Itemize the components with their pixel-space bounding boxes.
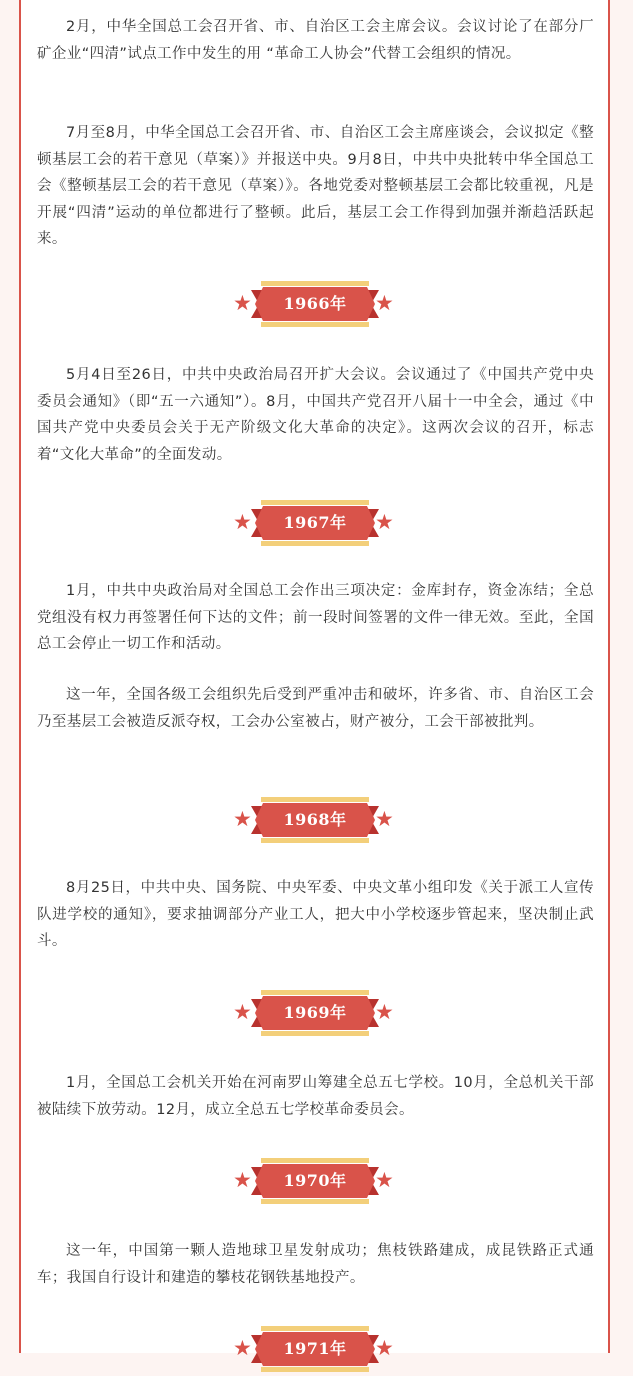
paragraph: 5月4日至26日，中共中央政治局召开扩大会议。会议通过了《中国共产党中央委员会通知》（即“五一六通知”）。8月，中国共产党召开八届十一中全会，通过《中国共产党中央委员会关于无产阶级文化大革命的决定》。这两次会议的召开，标志着“文化大革命”的全面发动。 xyxy=(37,367,594,463)
year-label: 1969年 xyxy=(283,1003,347,1022)
year-label: 1970年 xyxy=(283,1171,347,1190)
year-label: 1968年 xyxy=(283,810,347,829)
year-label: 1967年 xyxy=(283,513,347,532)
star-icon: ★ xyxy=(375,291,394,315)
star-icon: ★ xyxy=(375,1000,394,1024)
star-icon: ★ xyxy=(375,807,394,831)
star-icon: ★ xyxy=(233,1336,252,1360)
year-badge xyxy=(21,279,608,331)
star-icon: ★ xyxy=(233,1168,252,1192)
paragraph: 7月至8月，中华全国总工会召开省、市、自治区工会主席座谈会，会议拟定《整顿基层工会的若干意见（草案）》并报送中央。9月8日，中共中央批转中华全国总工会《整顿基层工会的若干意见（草案）》。各地党委对整顿基层工会都比较重视，凡是开展“四清”运动的单位都进行了整顿。此后，基层工会工作得到加强并渐趋活跃起来。 xyxy=(37,125,594,247)
paragraph: 1月，中共中央政治局对全国总工会作出三项决定：金库封存，资金冻结；全总党组没有权力再签署任何下达的文件；前一段时间签署的文件一律无效。至此，全国总工会停止一切工作和活动。 xyxy=(37,583,594,652)
year-badge xyxy=(21,988,608,1040)
star-icon: ★ xyxy=(233,1000,252,1024)
star-icon: ★ xyxy=(375,510,394,534)
paragraph: 1月，全国总工会机关开始在河南罗山筹建全总五七学校。10月，全总机关干部被陆续下放劳动。12月，成立全总五七学校革命委员会。 xyxy=(37,1075,594,1118)
star-icon: ★ xyxy=(233,510,252,534)
paragraph: 这一年，中国第一颗人造地球卫星发射成功；焦枝铁路建成，成昆铁路正式通车；我国自行设计和建造的攀枝花钢铁基地投产。 xyxy=(37,1243,594,1286)
year-badge xyxy=(21,1156,608,1208)
star-icon: ★ xyxy=(233,807,252,831)
star-icon: ★ xyxy=(375,1168,394,1192)
year-badge xyxy=(21,795,608,847)
article-body xyxy=(19,0,610,1360)
paragraph: 这一年，全国各级工会组织先后受到严重冲击和破坏，许多省、市、自治区工会乃至基层工会被造反派夺权，工会办公室被占，财产被分，工会干部被批判。 xyxy=(37,687,594,730)
star-icon: ★ xyxy=(233,291,252,315)
paragraph: 2月，中华全国总工会召开省、市、自治区工会主席会议。会议讨论了在部分厂矿企业“四清”试点工作中发生的用 “革命工人协会”代替工会组织的情况。 xyxy=(37,19,594,62)
paragraph: 8月25日，中共中央、国务院、中央军委、中央文革小组印发《关于派工人宣传队进学校的通知》，要求抽调部分产业工人，把大中小学校逐步管起来，坚决制止武斗。 xyxy=(37,880,594,949)
year-label: 1971年 xyxy=(283,1339,347,1358)
year-label: 1966年 xyxy=(283,294,347,313)
year-badge xyxy=(21,498,608,550)
year-badge xyxy=(21,1324,608,1376)
star-icon: ★ xyxy=(375,1336,394,1360)
